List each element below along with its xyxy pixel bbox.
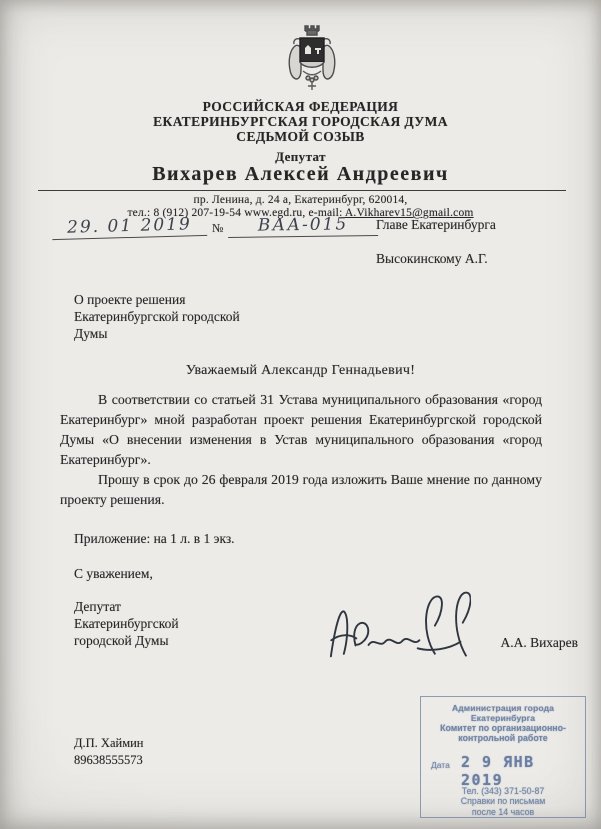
- executor-block: [74, 735, 143, 769]
- stamp-date-label: Дата: [431, 760, 450, 770]
- registration-stamp: [420, 696, 586, 818]
- letterhead-email: A.Vikharev15@gmail.com: [344, 207, 474, 219]
- stamp-date-row: [421, 753, 585, 789]
- executor-phone: 89638555573: [74, 753, 143, 767]
- outgoing-number-handwritten: ВАА-015: [228, 214, 378, 238]
- letterhead-convocation: СЕДЬМОЙ СОЗЫВ: [236, 129, 365, 144]
- stamp-note-line-2: после 14 часов: [471, 807, 535, 817]
- outgoing-date-handwritten: 29. 01 2019: [52, 214, 208, 240]
- letterhead-position: Депутат: [275, 149, 326, 164]
- attachment-note: Приложение: на 1 л. в 1 экз.: [74, 531, 235, 546]
- handwritten-signature-icon: [321, 589, 474, 670]
- recipient-name: Высокинскому А.Г.: [376, 251, 488, 266]
- stamp-org-line-2: Комитет по организационно-: [440, 723, 566, 733]
- yekaterinburg-coat-of-arms-icon: [281, 22, 343, 98]
- reference-row: [52, 200, 382, 240]
- signer-position-line-1: Депутат: [74, 599, 121, 614]
- letterhead-country: РОССИЙСКАЯ ФЕДЕРАЦИЯ: [202, 99, 399, 114]
- signer-name: А.А. Вихарев: [500, 635, 578, 650]
- stamp-date-value: 2 9 ЯНВ 2019: [461, 753, 535, 789]
- stamp-phone: Тел. (343) 371-50-87: [461, 786, 545, 796]
- signer-position-line-2: Екатеринбургской: [74, 616, 179, 631]
- signer-position: [74, 598, 179, 649]
- stamp-org-line-3: контрольной работе: [458, 733, 548, 743]
- body-paragraph-2: Прошу в срок до 26 февраля 2019 года изложить Ваше мнение по данному проекту решения.: [60, 472, 542, 507]
- letter-body: [60, 390, 542, 510]
- stamp-note-line-1: Справки по письмам: [460, 796, 546, 806]
- recipient-title: Главе Екатеринбурга: [376, 217, 496, 232]
- letterhead-organization: ЕКАТЕРИНБУРГСКАЯ ГОРОДСКАЯ ДУМА: [153, 114, 448, 129]
- closing-phrase: С уважением,: [74, 566, 153, 581]
- stamp-org-line-1: Администрация города Екатеринбурга: [451, 703, 555, 723]
- body-paragraph-1: В соответствии со статьей 31 Устава муниципального образования «город Екатеринбург» мной разработан проект решения Екатеринбургской городской Думы «О внесении изменения в Устав муниципального образования «город Екатеринбург».: [60, 392, 542, 467]
- letter-subject: [74, 291, 240, 342]
- signer-position-line-3: городской Думы: [74, 633, 169, 648]
- letterhead-deputy-name: Вихарев Алексей Андреевич: [152, 163, 449, 185]
- letterhead-address: пр. Ленина, д. 24 а, Екатеринбург, 620014,: [193, 194, 408, 206]
- number-sign: №: [212, 221, 224, 235]
- subject-line-1: О проекте решения: [74, 292, 186, 307]
- salutation: Уважаемый Александр Геннадьевич!: [185, 363, 416, 378]
- executor-name: Д.П. Хаймин: [74, 736, 144, 750]
- letterhead-phone-site: тел.: 8 (912) 207-19-54 www.egd.ru, e-mail:: [127, 207, 345, 219]
- letterhead-divider: [38, 190, 566, 191]
- subject-line-3: Думы: [74, 326, 108, 341]
- subject-line-2: Екатеринбургской городской: [74, 309, 240, 324]
